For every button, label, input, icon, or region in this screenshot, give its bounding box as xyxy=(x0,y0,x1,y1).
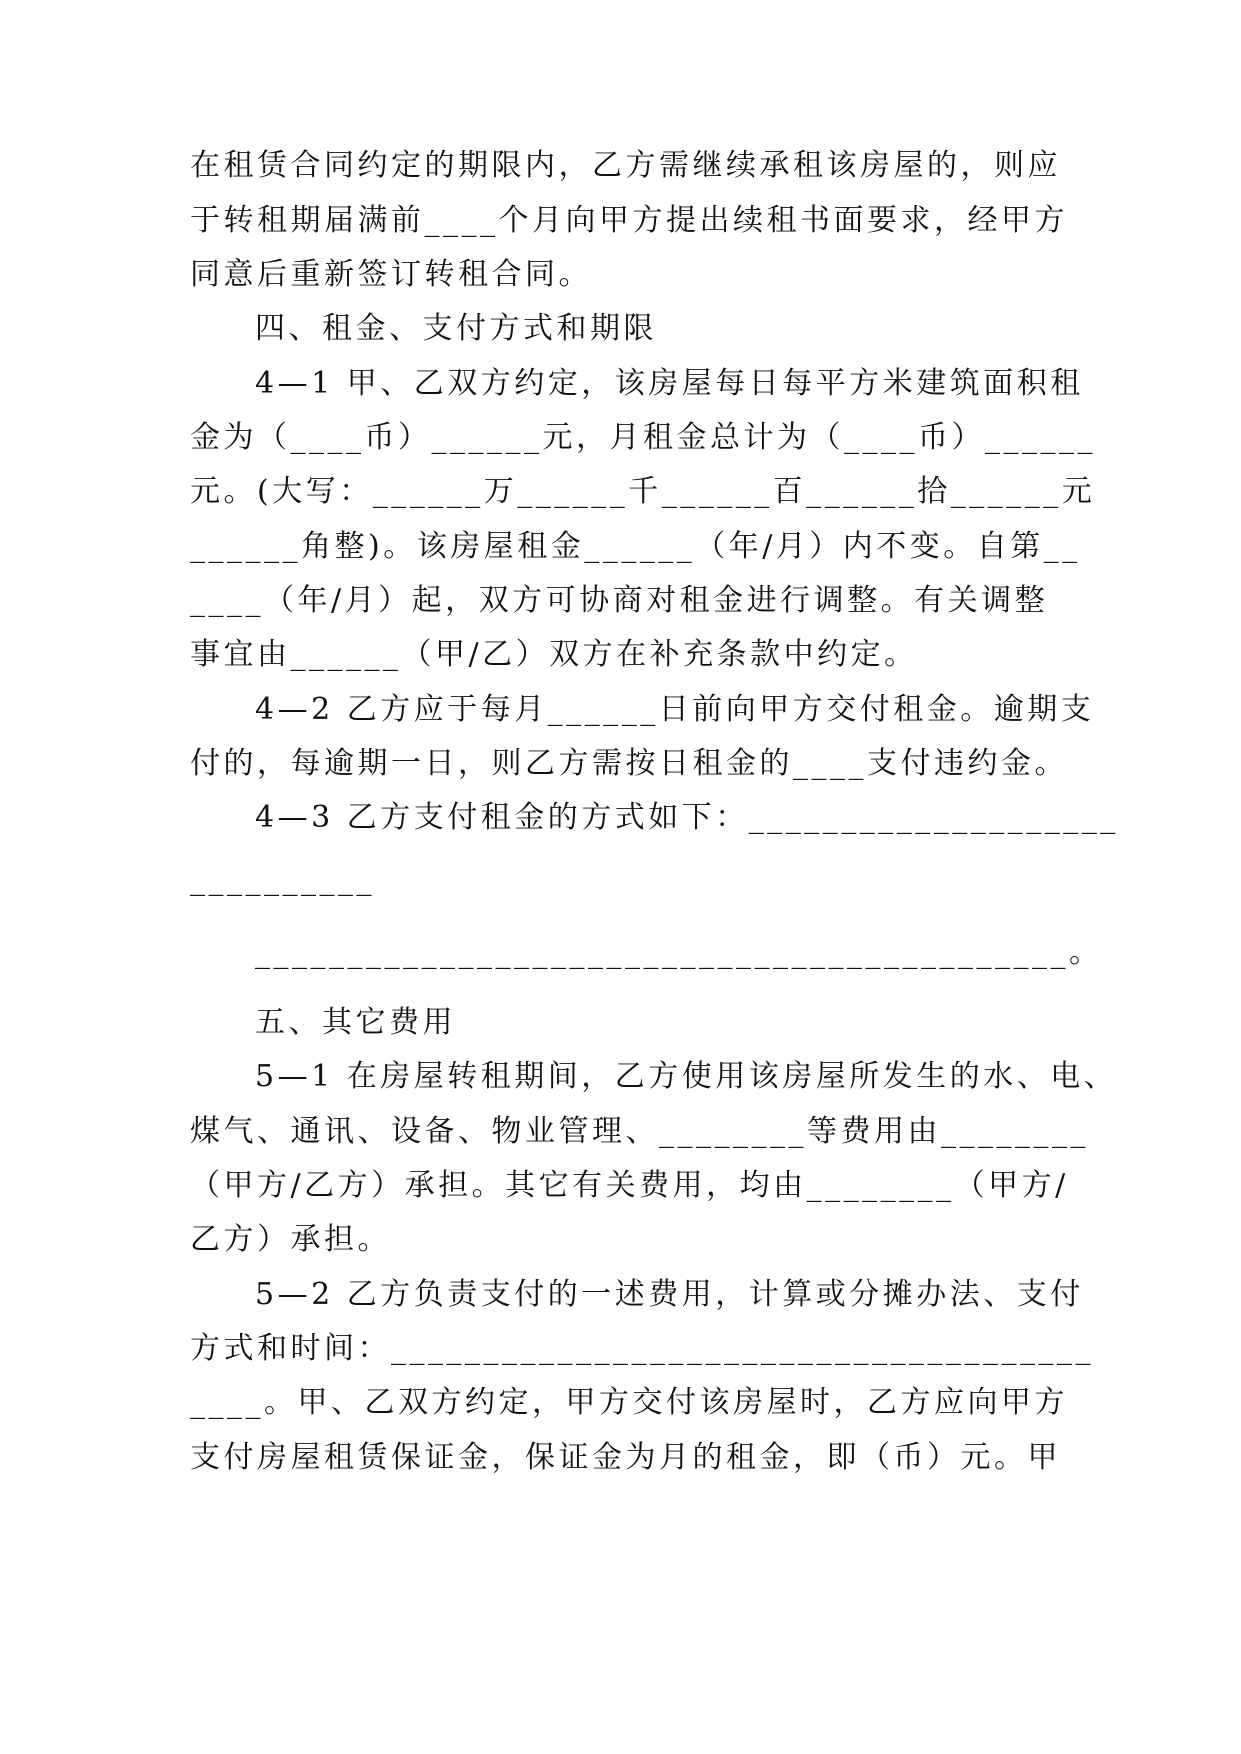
text-line: ____________________________________________。 xyxy=(255,935,1103,970)
section-heading: 四、租金、支付方式和期限 xyxy=(255,311,657,346)
text-line: __________ xyxy=(190,862,375,897)
text-line: 付的，每逾期一日，则乙方需按日租金的____支付违约金。 xyxy=(190,746,1068,781)
text-line: 支付房屋租赁保证金，保证金为月的租金，即（币）元。甲 xyxy=(190,1440,1061,1475)
text-line: 事宜由______（甲/乙）双方在补充条款中约定。 xyxy=(190,637,918,672)
text-line: ____。甲、乙双方约定，甲方交付该房屋时，乙方应向甲方 xyxy=(190,1385,1068,1420)
text-line: ____（年/月）起，双方可协商对租金进行调整。有关调整 xyxy=(190,583,1049,618)
clause-line: 5—2 乙方负责支付的一述费用，计算或分摊办法、支付 xyxy=(255,1277,1084,1312)
text-line: 煤气、通讯、设备、物业管理、________等费用由________ xyxy=(190,1114,1089,1149)
clause-line: 4—2 乙方应于每月______日前向甲方交付租金。逾期支 xyxy=(255,692,1095,727)
text-line: 方式和时间：______________________________________ xyxy=(190,1331,1094,1366)
text-line: 于转租期届满前____个月向甲方提出续租书面要求，经甲方 xyxy=(190,203,1068,238)
text-line: ______角整)。该房屋租金______（年/月）内不变。自第__ xyxy=(190,529,1081,564)
clause-line: 4—3 乙方支付租金的方式如下：____________________ xyxy=(255,800,1119,835)
text-line: 同意后重新签订转租合同。 xyxy=(190,257,592,292)
text-line: 乙方）承担。 xyxy=(190,1222,391,1257)
text-line: 在租赁合同约定的期限内，乙方需继续承租该房屋的，则应 xyxy=(190,148,1061,183)
text-line: 金为（____币）______元，月租金总计为（____币）______ xyxy=(190,420,1096,455)
clause-line: 5—1 在房屋转租期间，乙方使用该房屋所发生的水、电、 xyxy=(255,1059,1118,1094)
text-line: （甲方/乙方）承担。其它有关费用，均由________（甲方/ xyxy=(190,1168,1069,1203)
clause-line: 4—1 甲、乙双方约定，该房屋每日每平方米建筑面积租 xyxy=(255,366,1084,401)
text-line: 元。(大写：______万______千______百______拾______元 xyxy=(190,474,1096,509)
section-heading: 五、其它费用 xyxy=(255,1005,456,1040)
